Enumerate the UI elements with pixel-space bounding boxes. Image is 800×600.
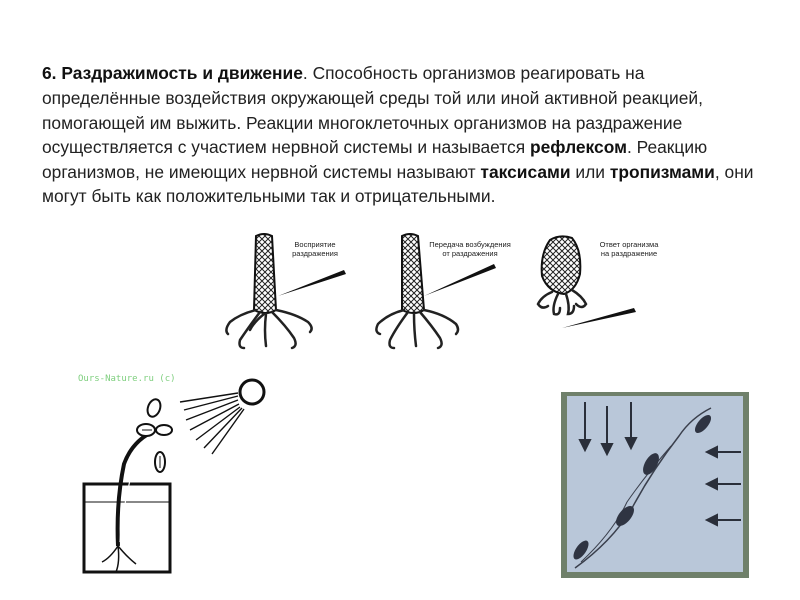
text-part-4: , они могут быть как положительными так и отрицательными. <box>42 161 754 207</box>
text-part-2: . Реакцию организмов, не имеющих нервной системы называют <box>42 137 708 182</box>
text-part-1: . Способность организмов реагировать на определённые воздействия окружающей среды той или иной активной реакцией, помогающей им выжить. Реакции многоклеточных организмов на раздражение осуществляется с участием нервной системы и называется <box>42 63 703 158</box>
paragraph <box>42 61 762 209</box>
label-transmission: Передача возбуждения от раздражения <box>429 240 511 258</box>
plant-phototropism-figure <box>80 372 280 577</box>
label-perception: Восприятие раздражения <box>292 240 338 258</box>
heading: 6. Раздражимость и движение <box>42 63 303 84</box>
label-response: Ответ организма на раздражение <box>599 240 659 258</box>
term-taxis: таксисами <box>480 161 571 182</box>
text-part-3: или <box>570 161 610 182</box>
term-reflex: рефлексом <box>529 137 627 158</box>
term-tropism: тропизмами <box>609 161 715 182</box>
watermark: Ours-Nature.ru (c) <box>78 374 176 384</box>
taxis-photo-figure <box>561 392 749 578</box>
